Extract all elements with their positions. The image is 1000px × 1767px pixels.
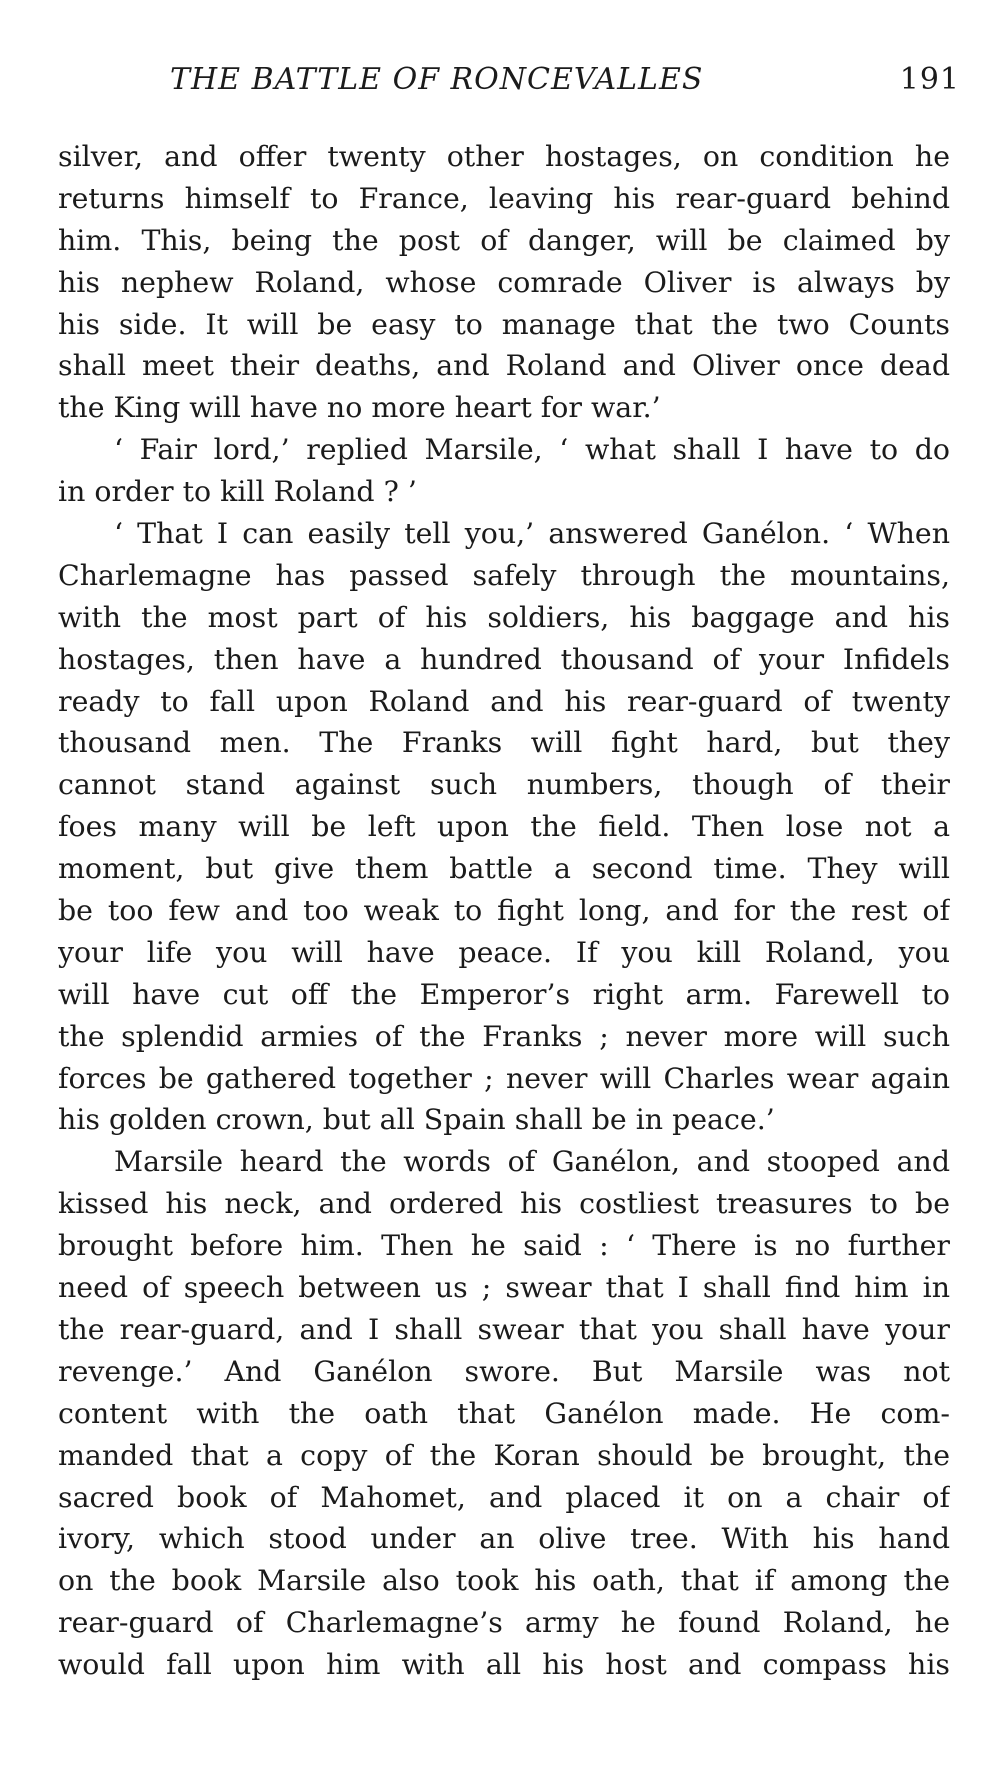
running-head xyxy=(170,62,960,102)
text-line: his nephew Roland, whose comrade Oliver is always by xyxy=(58,265,950,299)
text-line: thousand men. The Franks will fight hard, but they xyxy=(58,726,950,760)
text-line: need of speech between us ; swear that I shall find him in xyxy=(58,1271,950,1305)
text-line: his golden crown, but all Spain shall be in peace.’ xyxy=(58,1103,775,1137)
text-line: the King will have no more heart for war.’ xyxy=(58,391,661,425)
text-line: hostages, then have a hundred thousand of your Infidels xyxy=(58,642,950,676)
paragraph-3 xyxy=(58,513,950,1141)
text-line: him. This, being the post of danger, will be claimed by xyxy=(58,223,950,257)
text-line: the splendid armies of the Franks ; never more will such xyxy=(58,1019,950,1053)
text-line: foes many will be left upon the field. Then lose not a xyxy=(58,810,950,844)
text-line: your life you will have peace. If you kill Roland, you xyxy=(58,935,950,969)
text-line: his side. It will be easy to manage that the two Counts xyxy=(58,307,950,341)
text-line: shall meet their deaths, and Roland and Oliver once dead xyxy=(58,349,950,383)
text-line: forces be gathered together ; never will Charles wear again xyxy=(58,1061,950,1095)
text-line: would fall upon him with all his host and compass his xyxy=(58,1648,950,1682)
text-line: silver, and offer twenty other hostages, on condition he xyxy=(58,140,950,173)
page-number: 191 xyxy=(899,62,960,97)
text-line: revenge.’ And Ganélon swore. But Marsile was not xyxy=(58,1354,950,1388)
text-line: in order to kill Roland ? ’ xyxy=(58,475,417,509)
text-line: moment, but give them battle a second time. They will xyxy=(58,852,950,886)
body-text xyxy=(58,136,950,1686)
text-line: manded that a copy of the Koran should be brought, the xyxy=(58,1438,950,1472)
text-line: be too few and too weak to fight long, and for the rest of xyxy=(58,894,950,928)
text-line: brought before him. Then he said : ‘ There is no further xyxy=(58,1229,950,1263)
text-line: ‘ Fair lord,’ replied Marsile, ‘ what shall I have to do xyxy=(114,433,950,467)
text-line: on the book Marsile also took his oath, that if among the xyxy=(58,1564,950,1598)
text-line: Charlemagne has passed safely through the mountains, xyxy=(58,558,950,592)
text-line: rear-guard of Charlemagne’s army he found Roland, he xyxy=(58,1606,950,1640)
text-line: ivory, which stood under an olive tree. With his hand xyxy=(58,1522,950,1556)
paragraph-2 xyxy=(58,429,950,513)
text-line: sacred book of Mahomet, and placed it on a chair of xyxy=(58,1480,950,1514)
text-line: Marsile heard the words of Ganélon, and stooped and xyxy=(114,1145,950,1179)
text-line: ‘ That I can easily tell you,’ answered Ganélon. ‘ When xyxy=(114,517,950,551)
text-line: content with the oath that Ganélon made. He com- xyxy=(58,1396,950,1430)
running-title: THE BATTLE OF RONCEVALLES xyxy=(170,62,704,97)
text-line: returns himself to France, leaving his rear-guard behind xyxy=(58,181,950,215)
text-line: cannot stand against such numbers, though of their xyxy=(58,768,950,802)
text-line: ready to fall upon Roland and his rear-guard of twenty xyxy=(58,684,950,718)
text-line: with the most part of his soldiers, his baggage and his xyxy=(58,600,950,634)
text-line: the rear-guard, and I shall swear that you shall have your xyxy=(58,1312,950,1346)
paragraph-1 xyxy=(58,136,950,429)
text-line: kissed his neck, and ordered his costliest treasures to be xyxy=(58,1187,950,1221)
paragraph-4 xyxy=(58,1141,950,1686)
text-line: will have cut off the Emperor’s right arm. Farewell to xyxy=(58,977,950,1011)
